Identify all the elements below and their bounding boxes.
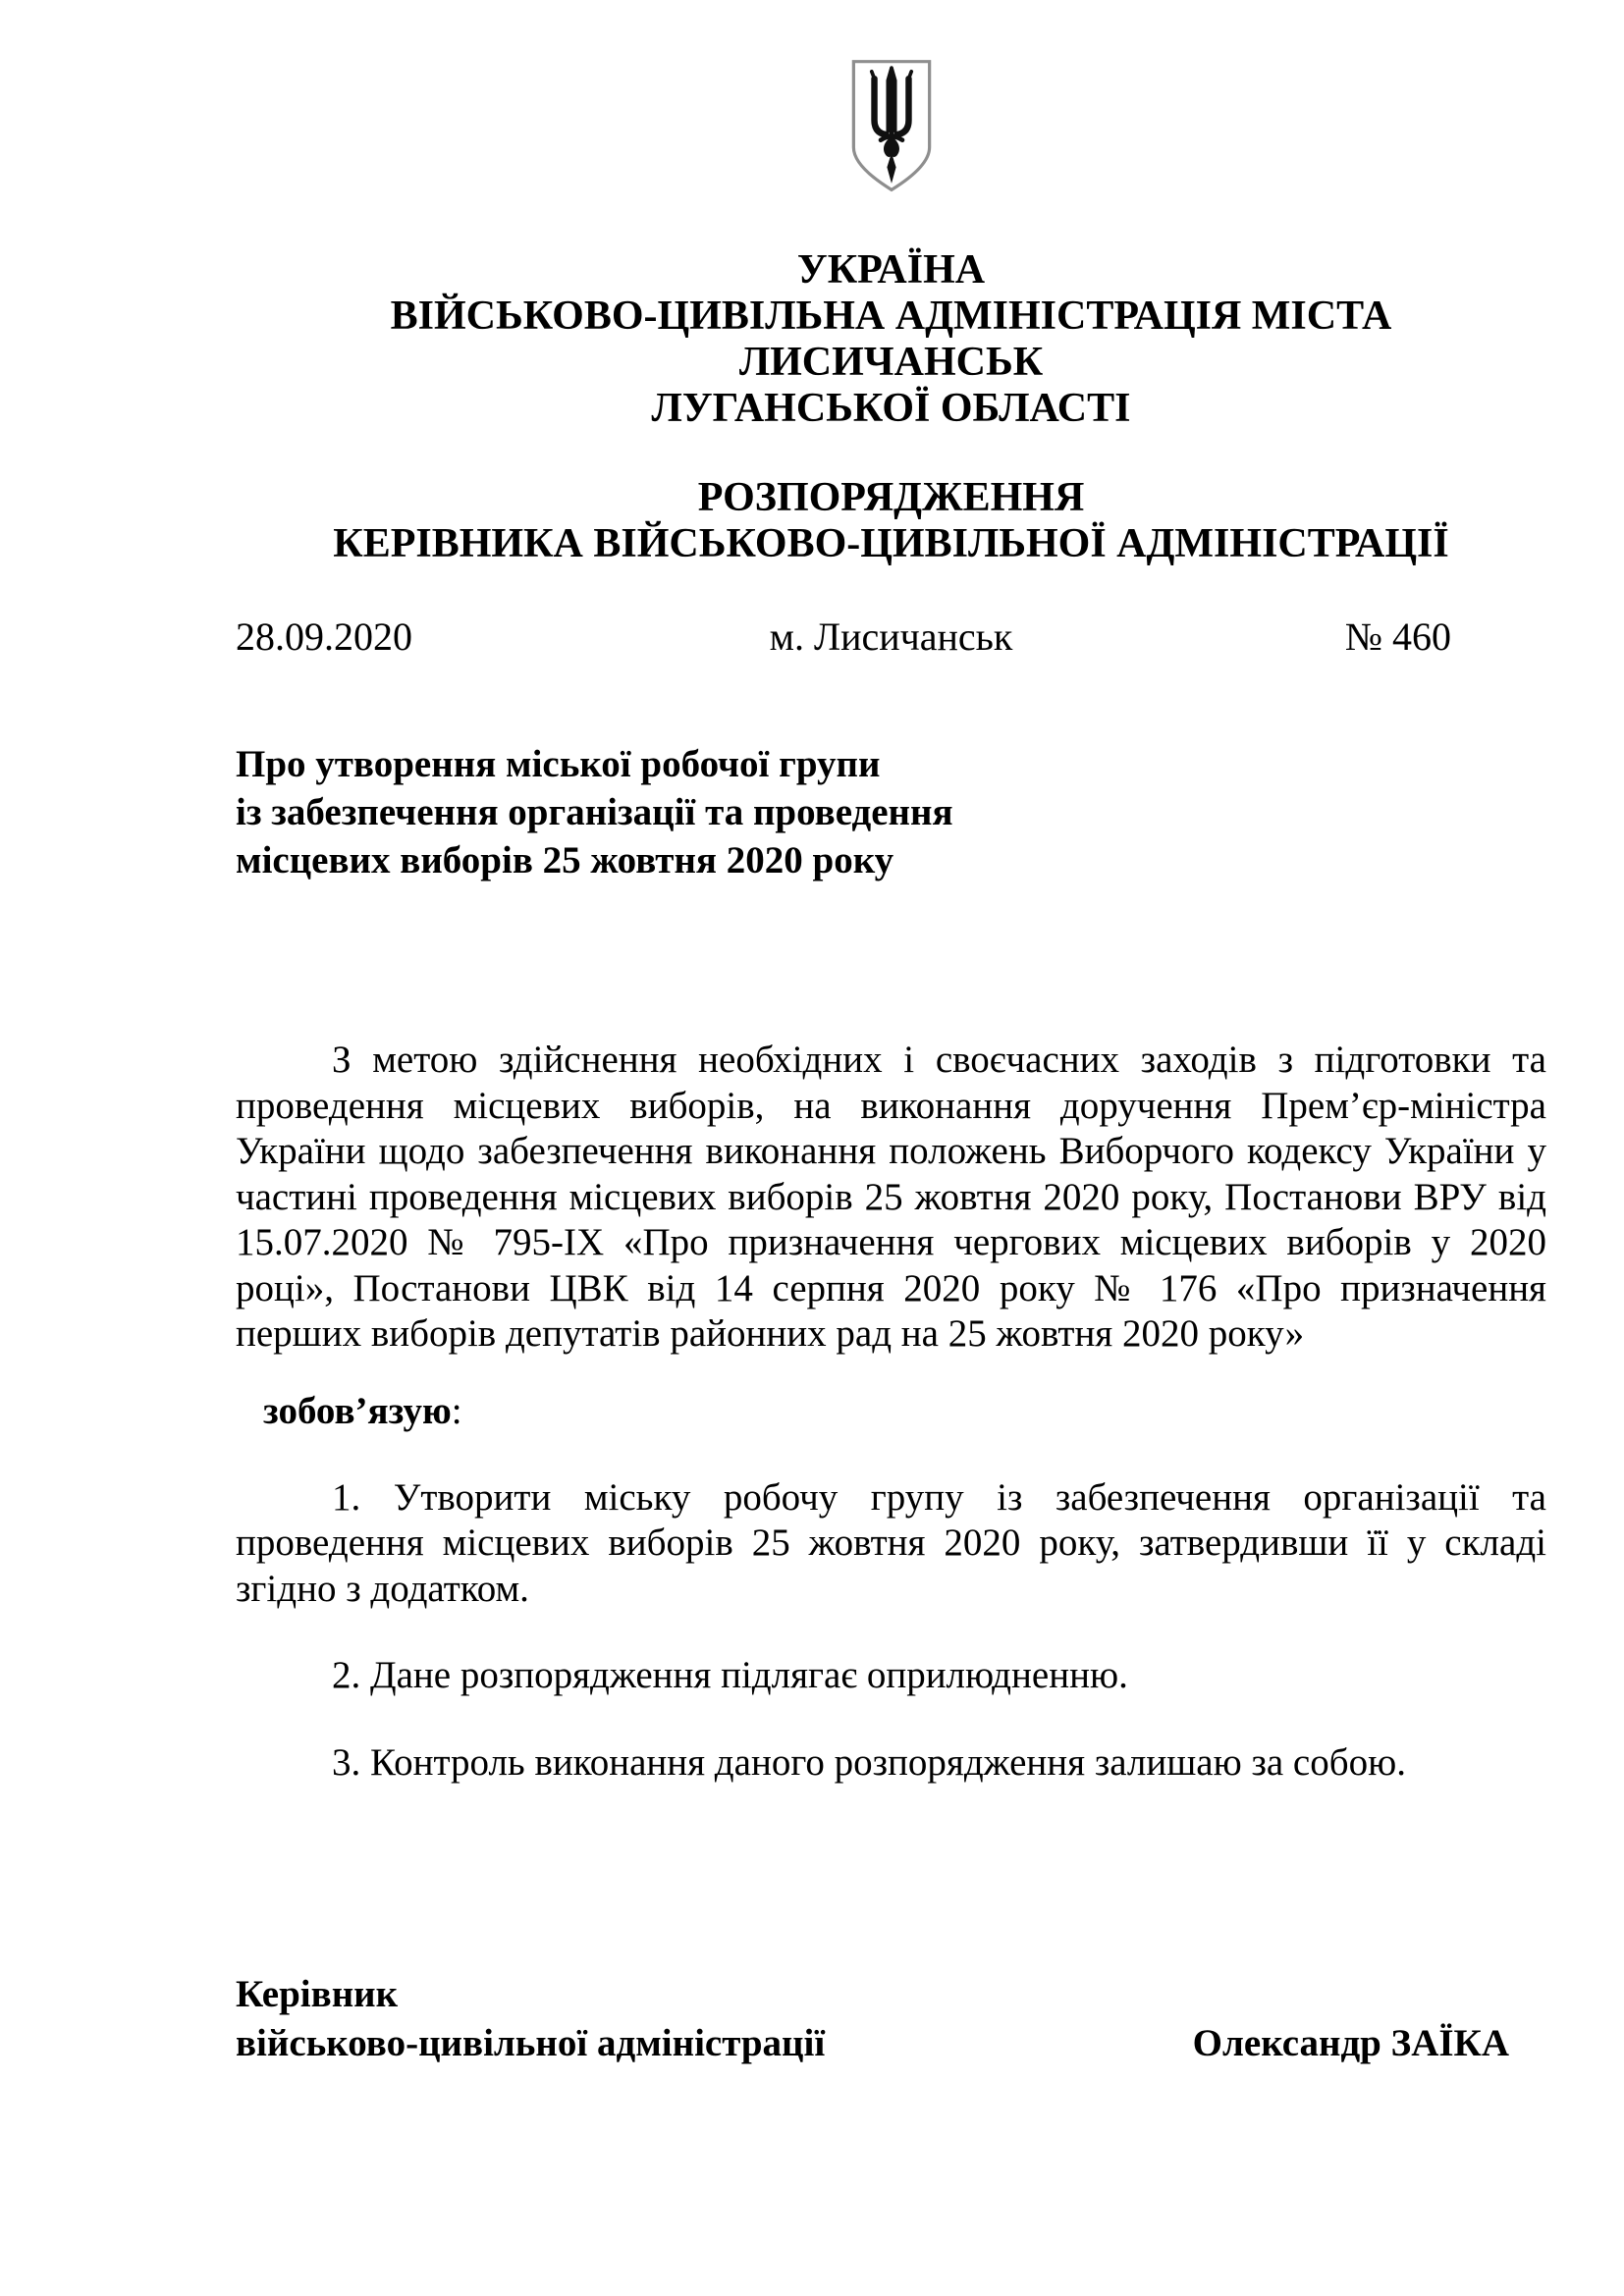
order-item-1: 1. Утворити міську робочу групу із забезпечення організації та проведення місцевих виборів 25 жовтня 2020 року, затвердивши її у складі згідно з додатком. — [236, 1475, 1546, 1610]
document-subject — [236, 740, 1546, 884]
organization-name-line2: ЛУГАНСЬКОЇ ОБЛАСТІ — [651, 386, 1131, 431]
document-place: м. Лисичанськ — [769, 614, 1013, 659]
ukraine-trident-shield-icon — [846, 57, 937, 194]
oblige-word: зобов’язую — [263, 1389, 452, 1432]
document-type-line2: КЕРІВНИКА ВІЙСЬКОВО-ЦИВІЛЬНОЇ АДМІНІСТРАЦІЇ — [333, 521, 1449, 566]
document-meta-row — [236, 614, 1546, 660]
order-item-3: 3. Контроль виконання даного розпорядження залишаю за собою. — [332, 1740, 1406, 1784]
signer-position-line2: військово-цивільної адміністрації — [236, 2022, 826, 2064]
document-number: № 460 — [1344, 614, 1451, 659]
organization-name-line1: ВІЙСЬКОВО-ЦИВІЛЬНА АДМІНІСТРАЦІЯ МІСТА ЛИСИЧАНСЬК — [390, 294, 1392, 385]
subject-line1: Про утворення міської робочої групи — [236, 743, 881, 785]
preamble-paragraph: З метою здійснення необхідних і своєчасних заходів з підготовки та проведення місцевих виборів, на виконання доручення Прем’єр-міністра України щодо забезпечення виконання положень Виборчого кодексу України у частині проведення місцевих виборів 25 жовтня 2020 року, Постанови ВРУ від 15.07.2020 № 795-IX «Про призначення чергових місцевих виборів у 2020 році», Постанови ЦВК від 14 серпня 2020 року № 176 «Про призначення перших виборів депутатів районних рад на 25 жовтня 2020 року» — [236, 1039, 1546, 1355]
signer-position-line1: Керівник — [236, 1973, 399, 2015]
signature-block — [236, 1970, 1546, 2068]
subject-line2: із забезпечення організації та проведення — [236, 791, 953, 833]
signer-position — [236, 1970, 825, 2068]
oblige-colon: : — [451, 1389, 462, 1432]
document-type-line1: РОЗПОРЯДЖЕННЯ — [697, 475, 1085, 520]
signer-name: Олександр ЗАЇКА — [1192, 2022, 1509, 2064]
document-date: 28.09.2020 — [236, 614, 412, 659]
order-item-2: 2. Дане розпорядження підлягає оприлюдненню. — [332, 1654, 1128, 1696]
letterhead — [236, 247, 1546, 432]
subject-line3: місцевих виборів 25 жовтня 2020 року — [236, 839, 894, 881]
country-name: УКРАЇНА — [796, 247, 986, 293]
document-type-heading — [236, 475, 1546, 567]
oblige-line — [263, 1389, 1546, 1434]
